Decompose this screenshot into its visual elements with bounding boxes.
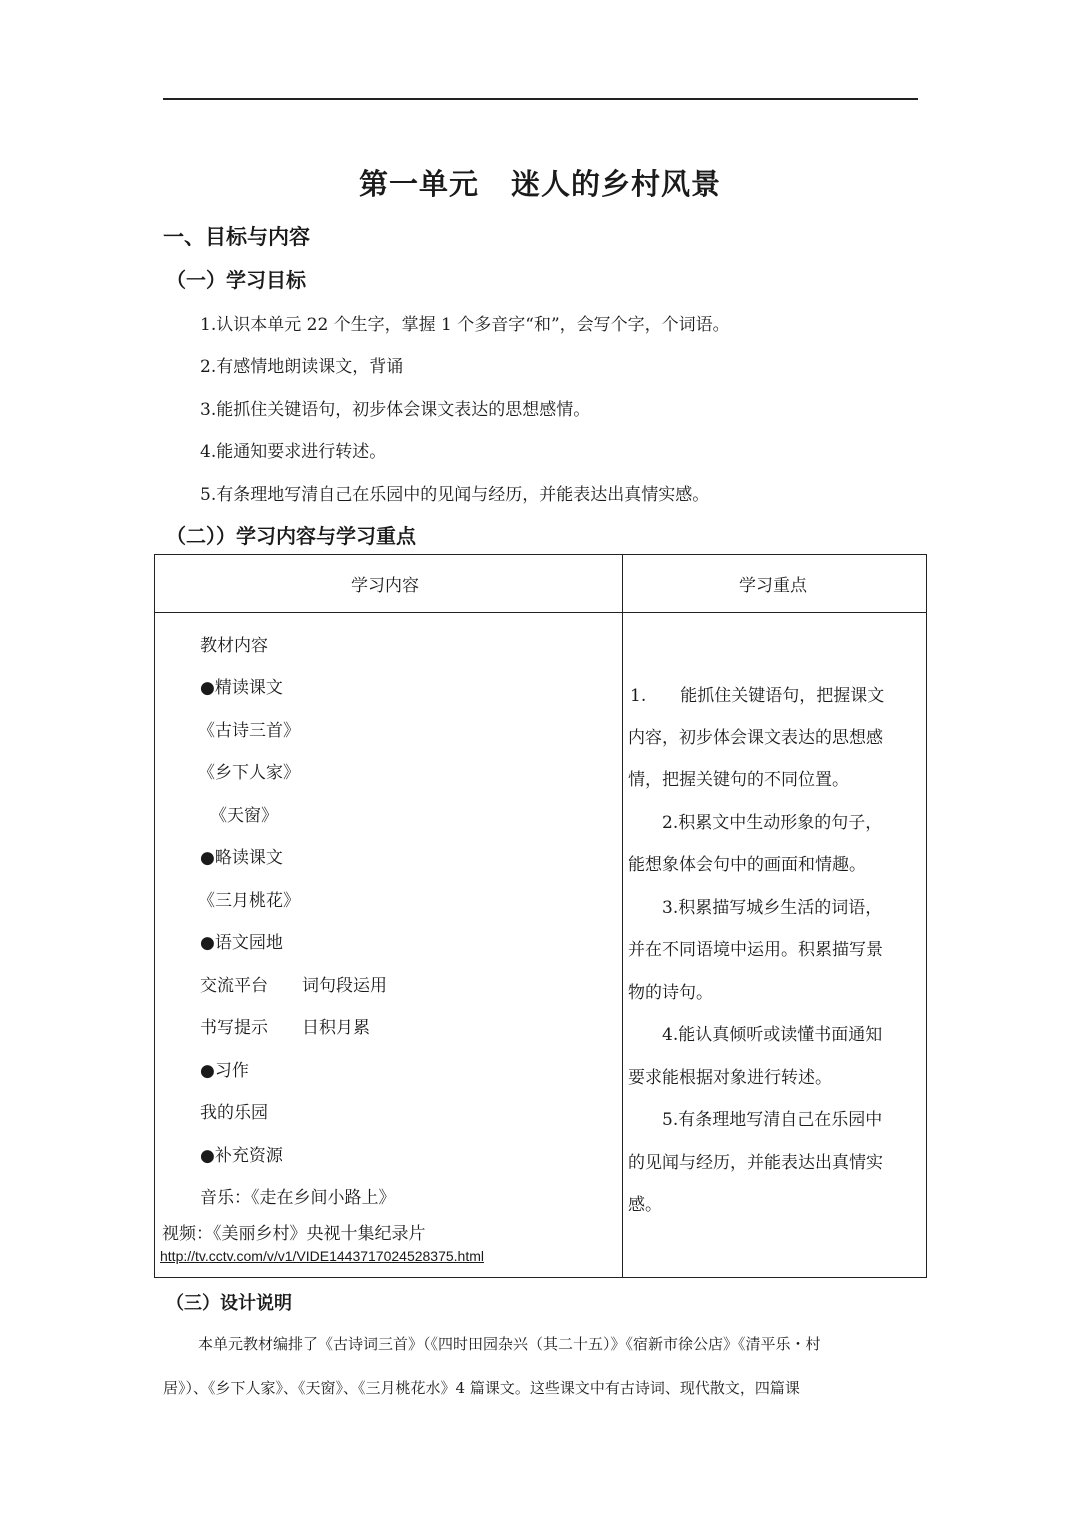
table-divider	[622, 555, 623, 1277]
content-line: 书写提示 日积月累	[200, 1018, 370, 1038]
subheading-content: （二））学习内容与学习重点	[166, 524, 416, 548]
focus-line: 4.能认真倾听或读懂书面通知	[628, 1025, 883, 1045]
content-line: 我的乐园	[200, 1103, 268, 1123]
focus-line: 要求能根据对象进行转述。	[628, 1068, 832, 1088]
content-line: ●精读课文	[200, 678, 283, 698]
focus-line: 物的诗句。	[628, 983, 713, 1003]
goal-item: 4.能通知要求进行转述。	[200, 442, 387, 462]
paragraph-line: 本单元教材编排了《古诗词三首》（《四时田园杂兴（其二十五）》《宿新市徐公店》《清平乐・村	[198, 1335, 821, 1353]
focus-line: 能想象体会句中的画面和情趣。	[628, 855, 866, 875]
section-heading-1: 一、目标与内容	[163, 225, 310, 249]
goal-item: 1.认识本单元 22 个生字，掌握 1 个多音字“和”，会写个字，个词语。	[200, 315, 730, 335]
content-line: 《乡下人家》	[198, 763, 300, 783]
goal-item: 3.能抓住关键语句，初步体会课文表达的思想感情。	[200, 400, 591, 420]
content-line: 音乐：《走在乡间小路上》	[200, 1188, 396, 1208]
page-title	[0, 162, 1080, 203]
content-line: ●语文园地	[200, 933, 283, 953]
content-line: 教材内容	[200, 636, 268, 656]
content-line: 视频：《美丽乡村》央视十集纪录片	[162, 1224, 426, 1244]
subheading-goals: （一）学习目标	[166, 268, 306, 292]
focus-line: 并在不同语境中运用。积累描写景	[628, 940, 883, 960]
table-header-focus: 学习重点	[739, 576, 807, 596]
content-line: 交流平台 词句段运用	[200, 976, 387, 996]
paragraph-line: 居》）、《乡下人家》、《天窗》、《三月桃花水》4 篇课文。这些课文中有古诗词、现代散文，四篇课	[163, 1379, 800, 1397]
content-line: 《三月桃花》	[198, 891, 300, 911]
table-header-line	[155, 612, 926, 613]
focus-line: 1. 能抓住关键语句，把握课文	[630, 686, 885, 706]
focus-line: 的见闻与经历，并能表达出真情实	[628, 1153, 883, 1173]
content-line: ●补充资源	[200, 1146, 283, 1166]
goal-item: 5.有条理地写清自己在乐园中的见闻与经历，并能表达出真情实感。	[200, 485, 710, 505]
goal-item: 2.有感情地朗读课文，背诵	[200, 357, 404, 377]
focus-line: 2.积累文中生动形象的句子，	[628, 813, 883, 833]
focus-line: 情，把握关键句的不同位置。	[628, 770, 849, 790]
focus-line: 5.有条理地写清自己在乐园中	[628, 1110, 883, 1130]
content-line: 《古诗三首》	[198, 721, 300, 741]
title-name: 迷人的乡村风景	[511, 167, 722, 201]
title-unit: 第一单元	[358, 167, 479, 201]
focus-line: 内容，初步体会课文表达的思想感	[628, 728, 883, 748]
content-line: ●略读课文	[200, 848, 283, 868]
subheading-design: （三）设计说明	[166, 1293, 292, 1314]
header-rule	[163, 98, 918, 100]
content-line: ●习作	[200, 1061, 249, 1081]
focus-line: 3.积累描写城乡生活的词语，	[628, 898, 883, 918]
focus-line: 感。	[628, 1195, 662, 1215]
resource-link[interactable]: http://tv.cctv.com/v/v1/VIDE1443717024528375.html	[160, 1248, 484, 1264]
table-header-content: 学习内容	[351, 576, 419, 596]
content-line: 《天窗》	[210, 806, 278, 826]
